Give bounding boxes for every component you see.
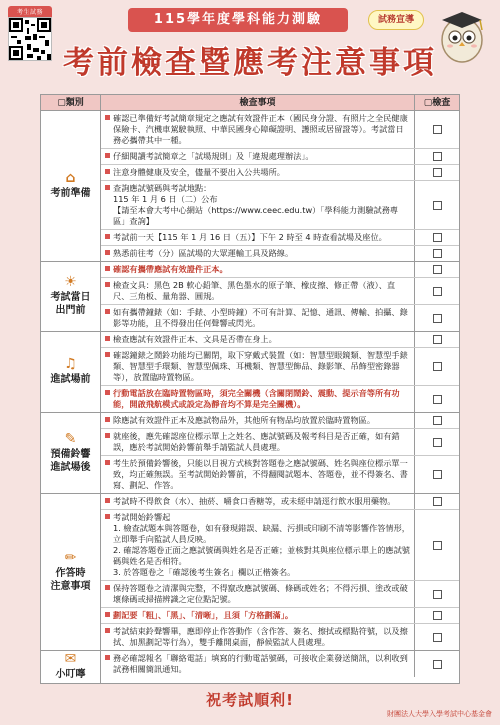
- check-cell: [415, 149, 459, 164]
- good-luck-slogan: 祝考試順利!: [206, 691, 294, 709]
- category-label: 考前準備: [50, 188, 91, 199]
- section-1: [41, 111, 459, 262]
- table-body: [41, 111, 459, 684]
- check-item-text: 考試時不得飲食（水）、抽菸、嚼食口香糖等，或未經申請逕行飲水服用藥物。: [101, 494, 415, 509]
- check-item-text: 查詢應試號碼與考試地點： 115 年 1 月 6 日（二）公布 【請至本會大考中心網站（https://www.ceec.edu.tw）「學科能力測驗試務專區」查詢】: [101, 181, 415, 229]
- section-6: [41, 651, 459, 684]
- checkbox[interactable]: [433, 633, 442, 642]
- header-item: 檢查事項: [101, 95, 415, 110]
- bell-icon: ♫: [64, 356, 77, 372]
- checkbox[interactable]: [433, 249, 442, 258]
- table-row: [101, 165, 459, 181]
- checkbox[interactable]: [433, 395, 442, 404]
- qr-block: [8, 6, 52, 61]
- item-rows: [101, 262, 459, 331]
- table-row: [101, 332, 459, 348]
- check-cell: [415, 348, 459, 385]
- section-3: [41, 332, 459, 413]
- notice-badge: 試務宣導: [368, 10, 424, 30]
- category-cell: [41, 262, 101, 331]
- category-label: 進試場前: [50, 374, 91, 385]
- category-label: 考試當日 出門前: [50, 292, 91, 316]
- item-rows: [101, 494, 459, 650]
- check-item-text: 考試前一天【115 年 1 月 16 日（五）】下午 2 時至 4 時查看試場及座位。: [101, 230, 415, 245]
- table-row: [101, 624, 459, 650]
- check-item-text: 除應試有效證件正本及應試物品外，其他所有物品均放置於臨時置物區。: [101, 413, 415, 428]
- item-rows: [101, 332, 459, 412]
- checkbox[interactable]: [433, 497, 442, 506]
- check-item-text: 仔細閱讀考試簡章之「試場規則」及「違規處理辦法」。: [101, 149, 415, 164]
- checkbox[interactable]: [433, 314, 442, 323]
- check-cell: [415, 262, 459, 277]
- check-cell: [415, 456, 459, 493]
- checkbox[interactable]: [433, 611, 442, 620]
- category-cell: [41, 413, 101, 493]
- mail-icon: ✉: [64, 651, 77, 667]
- check-item-text: 行動電話放在臨時置物區時，須完全關機（含關閉鬧鈴、震動、提示音等所有功能，開啟飛航模式或設定為靜音均不算是完全關機）。: [101, 386, 415, 412]
- checkbox[interactable]: [433, 335, 442, 344]
- check-cell: [415, 246, 459, 261]
- category-label: 預備鈴響 進試場後: [50, 448, 91, 473]
- check-cell: [415, 165, 459, 180]
- table-row: [101, 305, 459, 331]
- checkbox[interactable]: [433, 362, 442, 371]
- check-item-text: 務必確認報名「聯絡電話」填寫的行動電話號碼，可接收企業發送簡訊，以利收到試務相關簡訊通知。: [101, 651, 415, 677]
- table-row: [101, 651, 459, 677]
- table-row: [101, 429, 459, 456]
- check-cell: [415, 429, 459, 455]
- checkbox[interactable]: [433, 125, 442, 134]
- table-row: [101, 181, 459, 230]
- table-row: [101, 386, 459, 412]
- checkbox[interactable]: [433, 287, 442, 296]
- table-row: [101, 581, 459, 608]
- check-cell: [415, 111, 459, 148]
- checkbox[interactable]: [433, 590, 442, 599]
- table-row: [101, 608, 459, 624]
- check-item-text: 如有攜帶鐘錶（如：手錶、小型時鐘）不可有計算、記憶、通訊、傳輸、拍攝、錄影等功能，且不得發出任何聲響或閃光。: [101, 305, 415, 331]
- table-row: [101, 230, 459, 246]
- check-cell: [415, 181, 459, 229]
- check-cell: [415, 305, 459, 331]
- check-cell: [415, 230, 459, 245]
- section-5: [41, 494, 459, 651]
- section-2: [41, 262, 459, 332]
- check-cell: [415, 624, 459, 650]
- table-row: [101, 149, 459, 165]
- checklist-table: [40, 94, 460, 684]
- check-item-text: 熟悉前往考（分）區試場的大眾運輸工具及路線。: [101, 246, 415, 261]
- check-cell: [415, 608, 459, 623]
- table-row: [101, 494, 459, 510]
- table-row: [101, 510, 459, 581]
- item-rows: [101, 413, 459, 493]
- check-cell: [415, 581, 459, 607]
- checkbox[interactable]: [433, 660, 442, 669]
- checkbox[interactable]: [433, 233, 442, 242]
- check-item-text: 考試開始鈴響起 1. 檢查試題本與答題卷，如有發現錯誤、缺漏、污損或印刷不清等影響作答情形，立即舉手向監試人員反映。 2. 確認答題卷正面之應試號碼與姓名是否正確；並核對其與座位標示單上的應試號碼與姓名是否相符。 3. 於答題卷之「確認後考生簽名」欄以正楷簽名。: [101, 510, 415, 580]
- checkbox[interactable]: [433, 438, 442, 447]
- table-row: [101, 262, 459, 278]
- table-row: [101, 348, 459, 386]
- category-cell: [41, 494, 101, 650]
- check-item-text: 注意身體健康及安全，儘量不要出入公共場所。: [101, 165, 415, 180]
- header-category: ▢類別: [41, 95, 101, 110]
- table-header: [41, 95, 459, 111]
- check-item-text: 保持答題卷之清潔與完整，不得竄改應試號碼、條碼或姓名；不得污損、塗改或破壞條碼或掃描辨識之定位點記號。: [101, 581, 415, 607]
- check-cell: [415, 278, 459, 304]
- check-item-text: 確認有攜帶應試有效證件正本。: [101, 262, 415, 277]
- checkbox[interactable]: [433, 541, 442, 550]
- table-row: [101, 413, 459, 429]
- pin-icon: ✎: [64, 430, 77, 447]
- checkbox[interactable]: [433, 470, 442, 479]
- category-label: 小叮嚀: [55, 669, 86, 680]
- category-label: 作答時 注意事項: [50, 567, 91, 592]
- check-item-text: 檢查文具：黑色 2B 軟心鉛筆、黑色墨水的原子筆、橡皮擦、修正帶（液）、直尺、三角板、量角器、圓規。: [101, 278, 415, 304]
- check-cell: [415, 386, 459, 412]
- item-rows: [101, 111, 459, 261]
- check-cell: [415, 332, 459, 347]
- table-row: [101, 246, 459, 261]
- page-title: 考前檢查暨應考注意事項: [63, 45, 437, 81]
- table-row: [101, 278, 459, 305]
- check-cell: [415, 651, 459, 677]
- check-item-text: 考試結束鈴聲響畢，應即停止作答動作（含作答、簽名、擦拭或標點符號，以及擦拭、加黑劃記等行為），雙手離開桌面，靜候監試人員處理。: [101, 624, 415, 650]
- section-4: [41, 413, 459, 494]
- pencil-icon: ✏: [64, 549, 77, 566]
- header-check: ▢檢查: [423, 98, 451, 108]
- item-rows: [101, 651, 459, 683]
- qr-code-icon[interactable]: [8, 17, 52, 61]
- sun-icon: ☀: [64, 274, 77, 290]
- checkbox[interactable]: [433, 168, 442, 177]
- check-cell: [415, 510, 459, 580]
- check-item-text: 就座後，應先確認座位標示單上之姓名、應試號碼及報考科目是否正確，如有錯誤，應於考試開始鈴響前舉手請監試人員處理。: [101, 429, 415, 455]
- checkbox[interactable]: [433, 265, 442, 274]
- qr-label: 考生試務: [8, 6, 52, 17]
- exam-banner: 115學年度學科能力測驗: [128, 8, 348, 32]
- check-item-text: 確認鐘錶之鬧鈴功能均已關閉，取下穿戴式裝置（如：智慧型眼鏡類、智慧型手錶類、智慧型手環類、智慧型佩珠、耳機類、智慧型飾品、錄影筆、吊飾型密錄器等），放置臨時置物區。: [101, 348, 415, 385]
- check-cell: [415, 413, 459, 428]
- check-item-text: 考生於預備鈴響後，只能以目視方式核對答題卷之應試號碼、姓名與座位標示單一致，均正確無誤。至考試開始鈴響前，不得翻閱試題本、答題卷，並不得簽名、書寫、劃記、作答。: [101, 456, 415, 493]
- table-row: [101, 456, 459, 493]
- category-cell: [41, 332, 101, 412]
- check-item-text: 劃記要「粗」、「黑」、「清晰」，且須「方格劃滿」。: [101, 608, 415, 623]
- organization-name: 財團法人大學入學考試中心基金會: [387, 710, 492, 718]
- category-cell: [41, 651, 101, 683]
- table-row: [101, 111, 459, 149]
- category-cell: [41, 111, 101, 261]
- check-cell: [415, 494, 459, 509]
- house-icon: ⌂: [65, 170, 76, 186]
- check-item-text: 檢查應試有效證件正本、文具是否帶在身上。: [101, 332, 415, 347]
- checkbox[interactable]: [433, 152, 442, 161]
- checkbox[interactable]: [433, 416, 442, 425]
- check-item-text: 確認已準備好考試簡章規定之應試有效證件正本（國民身分證、有照片之全民健康保險卡、汽機車駕駛執照、中華民國身心障礙證明、護照或居留證等）。考試當日務必攜帶其中一種。: [101, 111, 415, 148]
- checkbox[interactable]: [433, 201, 442, 210]
